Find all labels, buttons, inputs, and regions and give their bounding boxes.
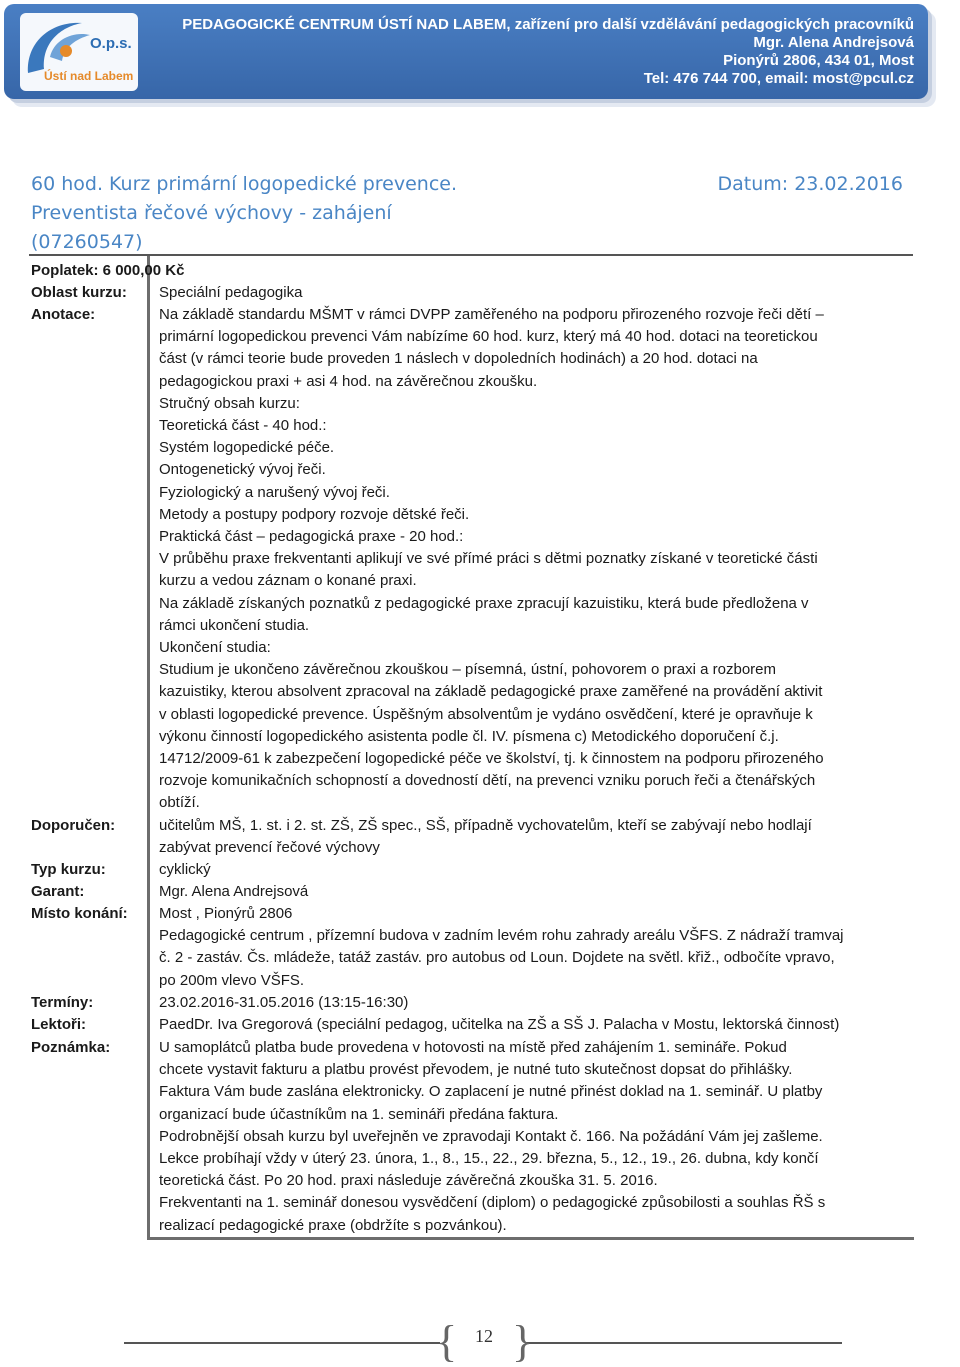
organization-name: PEDAGOGICKÉ CENTRUM ÚSTÍ NAD LABEM, zařízení pro další vzdělávání pedagogických pracovníků (182, 16, 914, 33)
terminy-value: 23.02.2016-31.05.2016 (13:15-16:30) (159, 994, 409, 1011)
right-brace-icon: } (512, 1317, 534, 1366)
poznamka-line: Lekce probíhají vždy v úterý 23. února, 1., 8., 15., 22., 29. března, 5., 12., 19., 26. dubna, kdy končí (159, 1150, 819, 1168)
anotace-line: obtíží. (159, 794, 200, 812)
course-title-line-2: Preventista řečové výchovy - zahájení (31, 202, 392, 224)
anotace-line: Na základě standardu MŠMT v rámci DVPP zaměřeného na podporu přirozeného rozvoje řeči dětí – (159, 306, 824, 323)
lektori-label: Lektoři: (31, 1016, 87, 1033)
poznamka-line: U samoplátců platba bude provedena v hotovosti na místě před zahájením 1. semináře. Pokud (159, 1039, 787, 1056)
logo-ops-text: O.p.s. (90, 35, 132, 52)
anotace-line: Ukončení studia: (159, 639, 271, 657)
organization-info (182, 16, 914, 88)
misto-line: Pedagogické centrum , přízemní budova v zadním levém rohu zahrady areálu VŠFS. Z nádraží tramvaj (159, 927, 844, 945)
course-date: Datum: 23.02.2016 (717, 173, 903, 195)
typ-kurzu-label: Typ kurzu: (31, 861, 106, 878)
anotace-line: část (v rámci teorie bude proveden 1 náslech v dopoledních hodinách) a 20 hod. dotaci na (159, 350, 758, 368)
anotace-line: Systém logopedické péče. (159, 439, 335, 457)
anotace-line: Metody a postupy podpory rozvoje dětské řeči. (159, 505, 470, 523)
misto-line: Most , Pionýrů 2806 (159, 905, 293, 922)
anotace-text (159, 304, 909, 815)
doporucen-line: zabývat prevencí řečové výchovy (159, 839, 380, 857)
course-fee: Poplatek: 6 000,00 Kč (31, 262, 185, 279)
poznamka-line: realizací pedagogické praxe (obdržíte s pozvánkou). (159, 1216, 507, 1234)
anotace-line: Na základě získaných poznatků z pedagogické praxe zpracují kazuistiku, která bude předložena v (159, 594, 809, 612)
poznamka-label: Poznámka: (31, 1039, 111, 1056)
doporucen-label: Doporučen: (31, 817, 116, 834)
title-divider (29, 254, 913, 256)
anotace-line: primární logopedickou prevenci Vám nabízíme 60 hod. kurz, který má 40 hod. dotaci na teoretickou (159, 328, 818, 346)
letterhead-banner (4, 4, 928, 99)
anotace-line: Studium je ukončeno závěrečnou zkouškou – písemná, ústní, pohovorem o praxi a rozborem (159, 661, 777, 679)
anotace-label: Anotace: (31, 306, 96, 323)
typ-kurzu-value: cyklický (159, 861, 211, 878)
garant-label: Garant: (31, 883, 85, 900)
misto-line: po 200m vlevo VŠFS. (159, 971, 305, 989)
doporucen-text (159, 815, 909, 859)
course-code: (07260547) (31, 231, 143, 253)
poznamka-line: Faktura Vám bude zaslána elektronicky. O zaplacení je nutné přinést doklad na 1. seminář. U platby (159, 1083, 823, 1101)
poznamka-line: Frekventanti na 1. seminář donesou vysvědčení (diplom) o pedagogické způsobilosti a souhlas ŘŠ s (159, 1194, 826, 1212)
poznamka-line: Podrobnější obsah kurzu byl uveřejněn ve zpravodaji Kontakt č. 166. Na požádání Vám jej zašleme. (159, 1127, 823, 1145)
terminy-label: Termíny: (31, 994, 94, 1011)
anotace-line: Stručný obsah kurzu: (159, 394, 300, 412)
oblast-value: Speciální pedagogika (159, 284, 303, 301)
page-number: 12 (475, 1326, 493, 1346)
anotace-line: v oblasti logopedické prevence. Úspěšným absolventům je vydáno osvědčení, které je opravňuje k (159, 705, 813, 723)
page-footer (0, 1317, 960, 1366)
organization-phone-email: Tel: 476 744 700, email: most@pcul.cz (643, 70, 914, 87)
lektori-value: PaedDr. Iva Gregorová (speciální pedagog, učitelka na ZŠ a SŠ J. Palacha v Mostu, lektorská činnost) (159, 1016, 840, 1033)
anotace-line: Ontogenetický vývoj řeči. (159, 461, 326, 479)
table-bottom-border (147, 1237, 914, 1240)
poznamka-text (159, 1037, 909, 1237)
footer-rule-left (124, 1342, 440, 1344)
poznamka-line: organizací bude účastníkům na 1. semináři předána faktura. (159, 1105, 559, 1123)
organization-logo (20, 13, 138, 91)
logo-city-text: Ústí nad Labem (44, 69, 134, 83)
misto-label: Místo konání: (31, 905, 128, 922)
anotace-line: 14712/2009-61 k zabezpečení logopedické péče ve školství, tj. k činnostem na podporu přirozeného (159, 750, 824, 768)
anotace-line: rozvoje komunikačních schopností a dovedností dětí, na prevenci vzniku poruch řeči a čtenářských (159, 772, 816, 790)
anotace-line: pedagogickou praxi + asi 4 hod. na závěrečnou zkoušku. (159, 372, 538, 390)
anotace-line: rámci ukončení studia. (159, 616, 310, 634)
course-title-line-1: 60 hod. Kurz primární logopedické prevence. (31, 173, 458, 195)
organization-address: Pionýrů 2806, 434 01, Most (723, 52, 914, 69)
anotace-line: V průběhu praxe frekventanti aplikují ve své přímé práci s dětmi poznatky získané v teoretické části (159, 550, 818, 568)
oblast-label: Oblast kurzu: (31, 284, 127, 301)
poznamka-line: teoretická část. Po 20 hod. praxi následuje závěrečná zkouška 31. 5. 2016. (159, 1172, 658, 1190)
misto-text (159, 903, 909, 992)
anotace-line: Fyziologický a narušený vývoj řeči. (159, 483, 390, 501)
poznamka-line: chcete vystavit fakturu a platbu provést převodem, je nutné tuto skutečnost dopsat do přihlášky. (159, 1061, 793, 1079)
misto-line: č. 2 - zastáv. Čs. mládeže, tatáž zastáv. pro autobus od Loun. Dojdete na světl. křiž., odbočíte vpravo, (159, 949, 835, 967)
left-brace-icon: { (436, 1317, 458, 1366)
footer-rule-right (526, 1342, 842, 1344)
doporucen-line: učitelům MŠ, 1. st. i 2. st. ZŠ, ZŠ spec., SŠ, případně vychovatelům, kteří se zabývají nebo hodlají (159, 817, 812, 834)
course-title (31, 170, 911, 257)
organization-contact-person: Mgr. Alena Andrejsová (753, 34, 914, 51)
anotace-line: Praktická část – pedagogická praxe - 20 hod.: (159, 528, 464, 546)
anotace-line: kurzu a vedou záznam o konané praxi. (159, 572, 417, 590)
anotace-line: kazuistiky, kterou absolvent zpracoval na základě pedagogické praxe zaměřené na provádění aktivit (159, 683, 823, 701)
anotace-line: výkonu činností logopedického asistenta podle čl. IV. písmena c) Metodického doporučení č.j. (159, 727, 779, 745)
anotace-line: Teoretická část - 40 hod.: (159, 417, 327, 435)
garant-value: Mgr. Alena Andrejsová (159, 883, 309, 900)
column-divider (147, 256, 150, 1239)
